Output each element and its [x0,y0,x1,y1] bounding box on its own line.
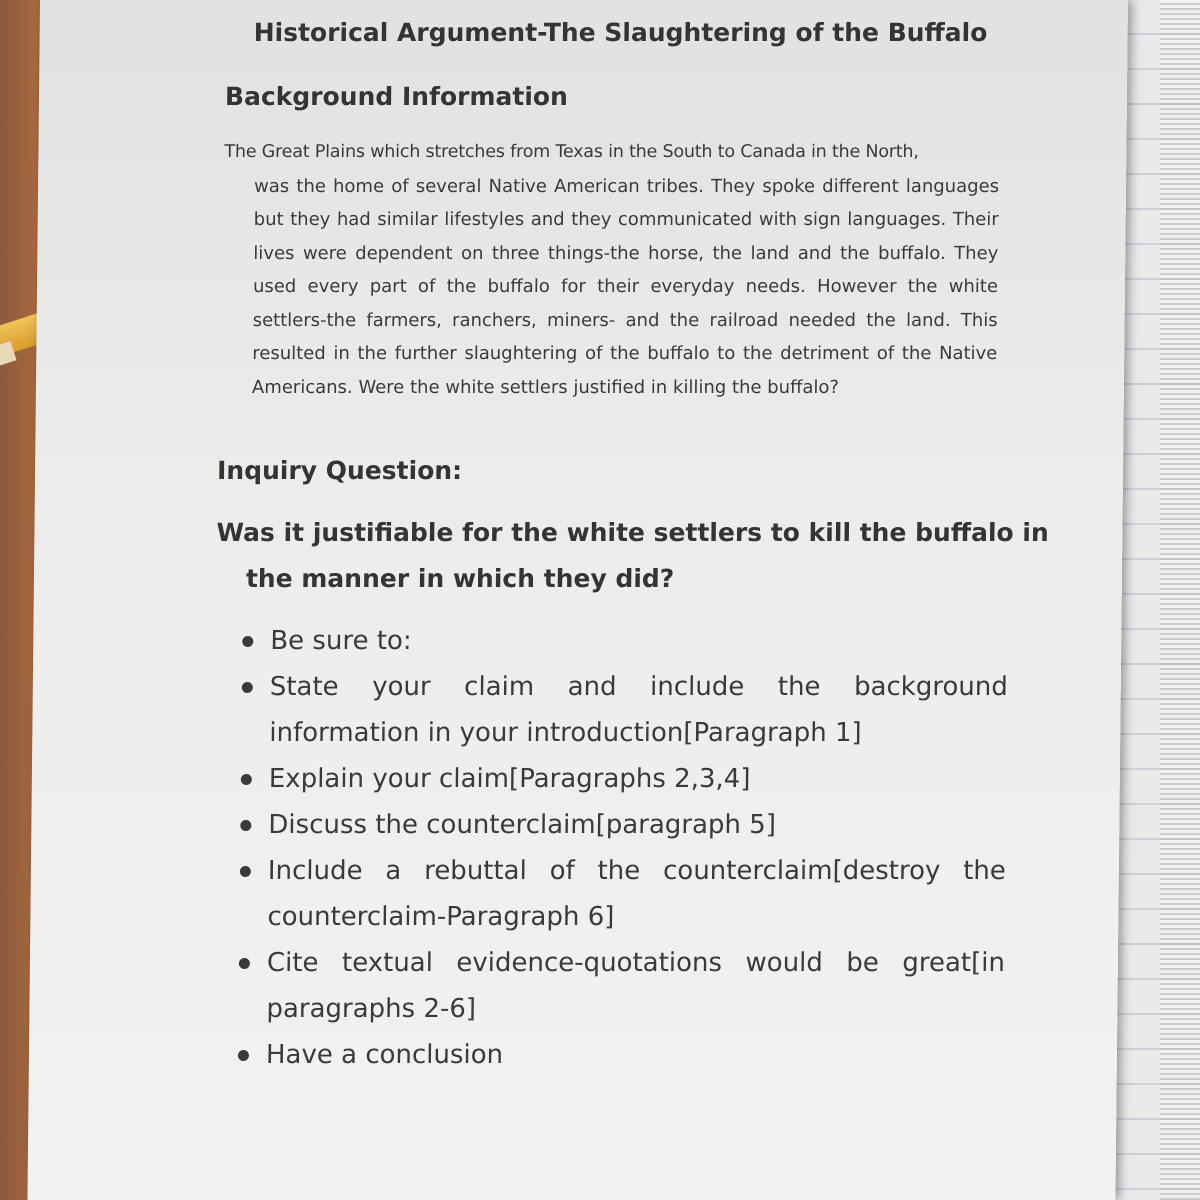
background-heading: Background Information [224,82,569,111]
inquiry-question [216,510,1049,602]
instruction-list [234,618,1009,1078]
list-item-text: State your claim and include the background information in your introduction[Paragraph 1] [269,672,1008,748]
list-item [234,1032,1004,1078]
list-item [238,618,1008,664]
bullet-icon [239,958,250,969]
background-lead-line: The Great Plains which stretches from Texas in the South to Canada in the North, [224,142,919,162]
list-item-text: Be sure to: [270,626,412,656]
list-item-text: Cite textual evidence-quotations would be great[in paragraphs 2-6] [266,948,1006,1024]
worksheet-paper [27,0,1128,1200]
background-paragraph [222,136,1000,404]
list-item [235,848,1006,940]
inquiry-heading: Inquiry Question: [216,456,463,485]
bullet-icon [241,774,252,785]
inquiry-question-line-2: the manner in which they did? [245,564,675,593]
list-item [237,664,1008,756]
bullet-icon [240,866,251,877]
list-item-text: Include a rebuttal of the counterclaim[destroy the counterclaim-Paragraph 6] [267,856,1007,932]
list-item [237,756,1007,802]
bullet-icon [242,636,253,647]
bullet-icon [238,1050,249,1061]
list-item [234,940,1005,1032]
list-item-text: Discuss the counterclaim[paragraph 5] [268,810,777,840]
worksheet-content [27,0,1128,1200]
background-body: was the home of several Native American tribes. They spoke different languages but they had similar lifestyles and they communicated with sign languages. Their lives were dependent on three things-the horse, the land and the buffalo. They used every part of the buffalo for their everyday needs. However the white settlers-the farmers, ranchers, miners- and the railroad needed the land. This resulted in the further slaughtering of the buffalo to the detriment of the Native Americans. Were the white settlers justified in killing the buffalo? [251,175,1000,398]
list-item [236,802,1006,848]
list-item-text: Explain your claim[Paragraphs 2,3,4] [268,764,751,794]
bullet-icon [240,820,251,831]
bullet-icon [242,682,253,693]
list-item-text: Have a conclusion [265,1040,504,1070]
inquiry-question-line-1: Was it justifiable for the white settlers to kill the buffalo in [216,518,1049,547]
document-title: Historical Argument-The Slaughtering of the Buffalo [253,18,988,47]
notebook-spiral [1160,0,1200,1200]
